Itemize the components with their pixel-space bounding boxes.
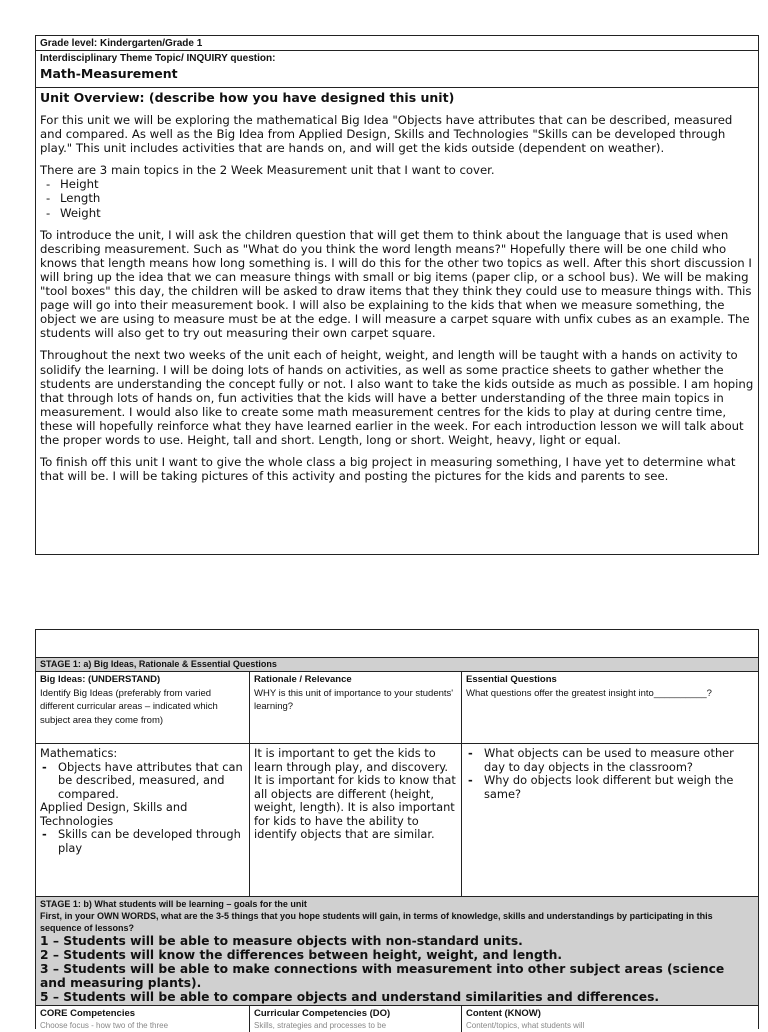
overview-paragraph-1: For this unit we will be exploring the mathematical Big Idea "Objects have attributes that can be described, measured and compared. As well as the Big Idea from Applied Design, Skills and Technologies "Skills can be developed through play." This unit includes activities that are hands on, and will get the kids outside (dependent on weather). <box>40 113 733 156</box>
theme-row <box>36 51 758 88</box>
stage1b-prompt: First, in your OWN WORDS, what are the 3-5 things that you hope students will gain, in terms of knowledge, skills and understandings by participating in this sequence of lessons? <box>40 911 713 933</box>
big-ideas-cell <box>36 744 250 896</box>
theme-label: Interdisciplinary Theme Topic/ INQUIRY question: <box>40 53 276 64</box>
big-ideas-title: Big Ideas: (UNDERSTAND) <box>40 674 161 685</box>
stage1b-section <box>36 897 758 1006</box>
overview-paragraph-4: Throughout the next two weeks of the unit each of height, weight, and length will be taught with a hands on activity to solidify the learning. I will be doing lots of hands on activities, as well as some practice sheets to gather whether the students are understanding the concept fully or not. I also want to take the kids outside as much as possible. I am hoping that through lots of hands on, fun activities that the kids will have a better understanding of the three main topics in measurement. I would also like to create some math measurement centres for the kids to play at during centre time, these will hopefully reinforce what they have learned earlier in the week. For each introduction lesson we will talk about the proper words to use. Height, tall and short. Length, long or short. Weight, heavy, light or equal. <box>40 348 754 447</box>
stage1a-content-row <box>36 744 758 897</box>
goal-item: 1 – Students will be able to measure objects with non-standard units. <box>40 934 523 948</box>
big-ideas-math-label: Mathematics: <box>40 746 118 760</box>
overview-paragraph-5: To finish off this unit I want to give the whole class a big project in measuring something, I have yet to determine what that will be. I will be taking pictures of this activity and posting the pictures for the kids and parents to see. <box>40 455 736 484</box>
questions-title: Essential Questions <box>466 674 557 685</box>
big-idea-item: - Skills can be developed through play <box>40 828 245 855</box>
overview-paragraph-3: To introduce the unit, I will ask the children question that will get them to think about the language that is used when describing measurement. Such as "What do you think the word length means?" Hopefully there will be one child who knows that length means how long something is. I will do this for the other two topics as well. After this short discussion I will bring up the idea that we can measure things with small or big items (paper clip, or a school bus). We will be making "tool boxes" this day, the children will be asked to draw items that they think they could use to measure things with. This page will go into their measurement book. I will also be explaining to the kids that when we measure something, the object we are using to measure must be at the edge. I will measure a carpet square with unfix cubes as an example. The students will also get to try out measuring their own carpet square. <box>40 227 752 341</box>
empty-header-row <box>36 630 758 658</box>
questions-desc: What questions offer the greatest insight into__________? <box>466 687 712 699</box>
essential-questions-list <box>466 747 754 801</box>
big-ideas-adst-label: Applied Design, Skills and Technologies <box>40 800 188 828</box>
curricular-competencies-header <box>250 1006 462 1032</box>
questions-cell <box>462 744 758 896</box>
grade-level: Grade level: Kindergarten/Grade 1 <box>40 38 203 49</box>
theme-value: Math-Measurement <box>40 66 178 81</box>
rationale-header <box>250 672 462 743</box>
rationale-text: It is important to get the kids to learn through play, and discovery. It is important for kids to know that all objects are different (height, weight, length). It is also important for kids to have the ability to identify objects that are similar. <box>254 746 456 841</box>
goal-item: 2 – Students will know the differences between height, weight, and length. <box>40 948 563 962</box>
essential-question: - Why do objects look different but weigh the same? <box>466 774 754 801</box>
curricular-competencies-title: Curricular Competencies (DO) <box>254 1008 391 1019</box>
competencies-header-row <box>36 1006 758 1032</box>
core-competencies-title: CORE Competencies <box>40 1008 136 1019</box>
core-competencies-header <box>36 1006 250 1032</box>
rationale-desc: WHY is this unit of importance to your students' learning? <box>254 687 454 712</box>
rationale-title: Rationale / Relevance <box>254 674 352 685</box>
stage1a-column-headers <box>36 672 758 744</box>
curricular-competencies-cut: Skills, strategies and processes to be <box>254 1020 387 1030</box>
questions-header <box>462 672 758 743</box>
stage1a-heading: STAGE 1: a) Big Ideas, Rationale & Essential Questions <box>36 658 758 672</box>
essential-question: - What objects can be used to measure other day to day objects in the classroom? <box>466 747 754 774</box>
big-ideas-header <box>36 672 250 743</box>
unit-overview <box>36 88 758 493</box>
big-ideas-math-list <box>40 761 245 802</box>
topics-list <box>40 177 754 219</box>
topic-item: - Length <box>40 191 754 205</box>
topic-item: - Weight <box>40 206 754 220</box>
rationale-cell <box>250 744 462 896</box>
overview-paragraph-2: There are 3 main topics in the 2 Week Measurement unit that I want to cover. <box>40 163 495 178</box>
big-idea-item: - Objects have attributes that can be described, measured, and compared. <box>40 761 245 802</box>
overview-heading: Unit Overview: (describe how you have designed this unit) <box>40 90 455 105</box>
core-competencies-cut: Choose focus - how two of the three <box>40 1020 169 1030</box>
goal-item: 3 – Students will be able to make connections with measurement into other subject areas (science and measuring plants). <box>40 962 725 990</box>
content-cut: Content/topics, what students will <box>466 1020 585 1030</box>
stage1b-heading: STAGE 1: b) What students will be learning – goals for the unit <box>40 899 307 909</box>
goal-item: 5 – Students will be able to compare objects and understand similarities and differences. <box>40 990 660 1004</box>
unit-plan-table <box>35 35 759 555</box>
stage-table <box>35 629 759 1029</box>
topic-item: - Height <box>40 177 754 191</box>
grade-level-row <box>36 36 758 51</box>
content-header <box>462 1006 758 1032</box>
big-ideas-adst-list <box>40 828 245 855</box>
content-title: Content (KNOW) <box>466 1008 541 1019</box>
big-ideas-desc: Identify Big Ideas (preferably from varied different curricular areas – indicated which subject area they come from) <box>40 687 218 726</box>
